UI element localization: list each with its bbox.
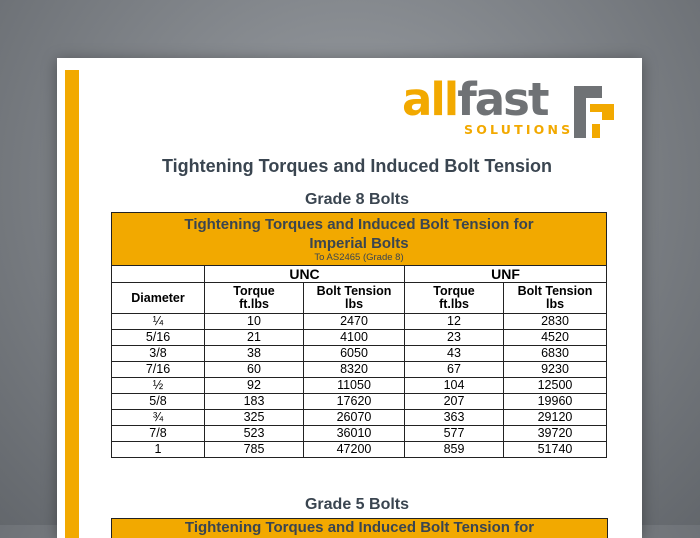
value-cell: 12500: [504, 378, 607, 394]
logo-subtitle: SOLUTIONS: [464, 122, 574, 137]
grade-8-torque-table: [111, 212, 607, 458]
table-row: [112, 442, 607, 458]
table-row: [112, 362, 607, 378]
logo-mark-icon: [572, 84, 616, 140]
value-cell: 183: [205, 394, 304, 410]
diameter-cell: 5/16: [112, 330, 205, 346]
logo-word-fast: fast: [457, 73, 548, 126]
column-header: Bolt Tension lbs: [304, 283, 405, 314]
table-row: [112, 378, 607, 394]
value-cell: 26070: [304, 410, 405, 426]
table-header-banner: [112, 213, 607, 266]
table-row: [112, 394, 607, 410]
document-page: [57, 58, 642, 538]
value-cell: 23: [405, 330, 504, 346]
table-row: [112, 426, 607, 442]
grade-8-table-container: [111, 212, 606, 458]
diameter-cell: ¾: [112, 410, 205, 426]
column-header: Diameter: [112, 283, 205, 314]
table-row: [112, 330, 607, 346]
value-cell: 104: [405, 378, 504, 394]
value-cell: 10: [205, 314, 304, 330]
table-row: [112, 410, 607, 426]
value-cell: 39720: [504, 426, 607, 442]
value-cell: 11050: [304, 378, 405, 394]
value-cell: 12: [405, 314, 504, 330]
group-header-unf: UNF: [405, 266, 607, 283]
value-cell: 38: [205, 346, 304, 362]
value-cell: 325: [205, 410, 304, 426]
value-cell: 2830: [504, 314, 607, 330]
value-cell: 17620: [304, 394, 405, 410]
table-row: [112, 314, 607, 330]
grade-5-table-header: Tightening Torques and Induced Bolt Tension for: [111, 518, 608, 538]
value-cell: 36010: [304, 426, 405, 442]
value-cell: 43: [405, 346, 504, 362]
column-header: Torque ft.lbs: [205, 283, 304, 314]
value-cell: 785: [205, 442, 304, 458]
grade-5-heading: Grade 5 Bolts: [304, 496, 410, 513]
diameter-cell: ¼: [112, 314, 205, 330]
value-cell: 363: [405, 410, 504, 426]
diameter-cell: ½: [112, 378, 205, 394]
diameter-cell: 7/8: [112, 426, 205, 442]
table-title-line-2: Imperial Bolts: [309, 235, 409, 252]
logo-word-all: all: [402, 73, 458, 126]
value-cell: 4520: [504, 330, 607, 346]
column-header: Torque ft.lbs: [405, 283, 504, 314]
diameter-cell: 1: [112, 442, 205, 458]
column-header: Bolt Tension lbs: [504, 283, 607, 314]
value-cell: 8320: [304, 362, 405, 378]
value-cell: 67: [405, 362, 504, 378]
page-title: Tightening Torques and Induced Bolt Tension: [162, 156, 552, 176]
value-cell: 6830: [504, 346, 607, 362]
value-cell: 60: [205, 362, 304, 378]
value-cell: 577: [405, 426, 504, 442]
diameter-cell: 7/16: [112, 362, 205, 378]
value-cell: 4100: [304, 330, 405, 346]
group-header-blank: [112, 266, 205, 283]
group-header-unc: UNC: [205, 266, 405, 283]
value-cell: 92: [205, 378, 304, 394]
diameter-cell: 5/8: [112, 394, 205, 410]
table-title-line-1: Tightening Torques and Induced Bolt Tension for: [184, 216, 534, 233]
value-cell: 859: [405, 442, 504, 458]
table-row: [112, 346, 607, 362]
value-cell: 2470: [304, 314, 405, 330]
value-cell: 19960: [504, 394, 607, 410]
value-cell: 6050: [304, 346, 405, 362]
grade-8-heading: Grade 8 Bolts: [304, 191, 410, 208]
value-cell: 47200: [304, 442, 405, 458]
value-cell: 29120: [504, 410, 607, 426]
value-cell: 207: [405, 394, 504, 410]
value-cell: 51740: [504, 442, 607, 458]
value-cell: 523: [205, 426, 304, 442]
allfast-logo: [402, 73, 617, 142]
table-standard-note: To AS2465 (Grade 8): [314, 252, 404, 263]
accent-side-bar: [65, 70, 79, 538]
value-cell: 21: [205, 330, 304, 346]
value-cell: 9230: [504, 362, 607, 378]
diameter-cell: 3/8: [112, 346, 205, 362]
logo-wordmark: [402, 74, 547, 126]
